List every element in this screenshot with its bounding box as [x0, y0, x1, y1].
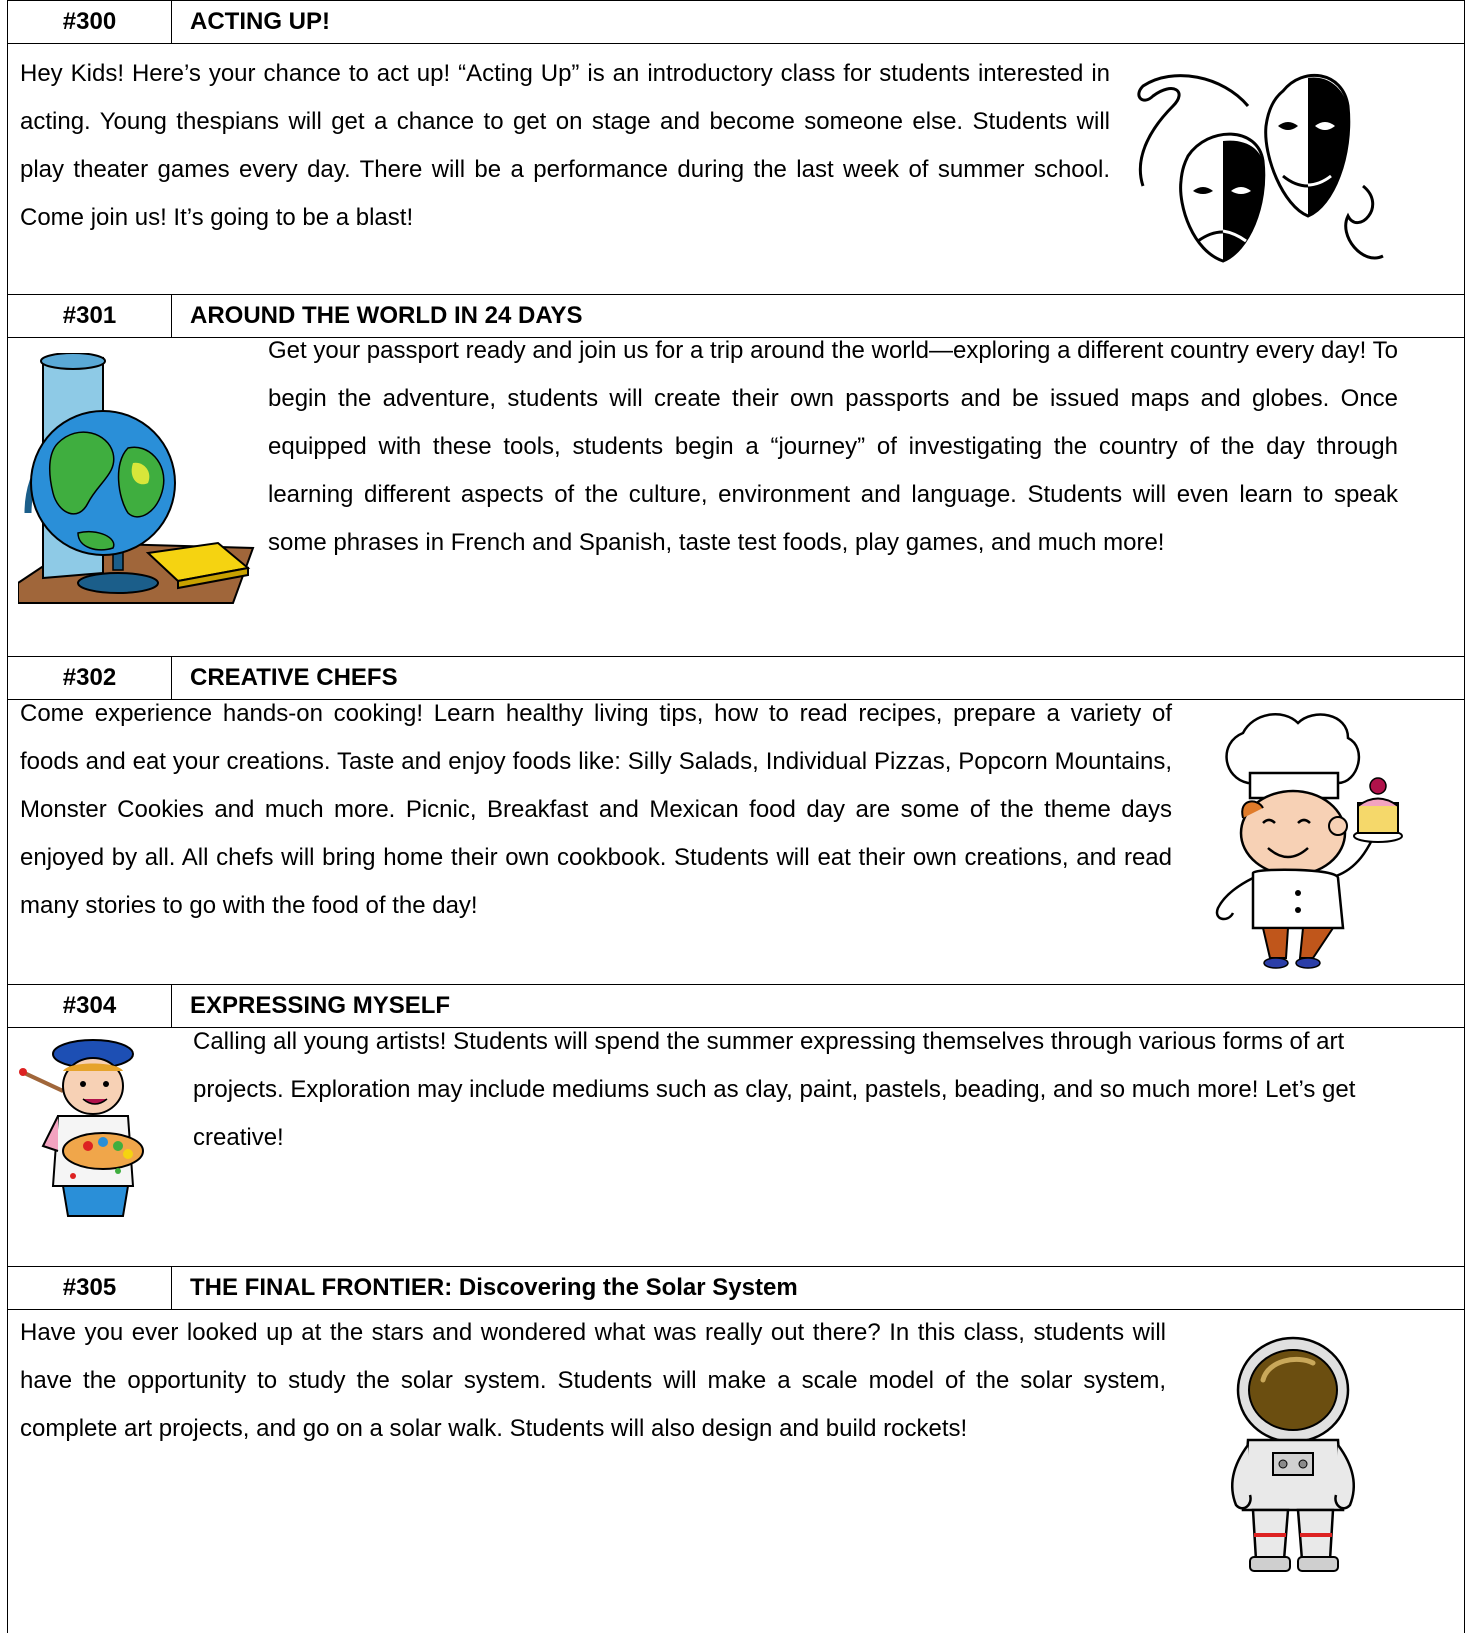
- course-number: #301: [8, 295, 172, 337]
- course-title: CREATIVE CHEFS: [190, 664, 398, 691]
- course-description: Come experience hands-on cooking! Learn healthy living tips, how to read recipes, prepare a variety of foods and eat your creations. Taste and enjoy foods like: Silly Salads, Individual Pizzas, Popcorn Mountains, Monster Cookies and much more. Picnic, Breakfast and Mexican food day are some of the theme days enjoyed by all. All chefs will bring home their own cookbook. Students will eat their own creations, and read many stories to go with the food of the day!: [20, 700, 1172, 919]
- course-header: [7, 1266, 1465, 1310]
- course-body: [7, 1028, 1465, 1266]
- theater-masks-icon: [1133, 66, 1393, 278]
- course-number: #305: [8, 1267, 172, 1309]
- course-body: [7, 700, 1465, 1028]
- course-description: Have you ever looked up at the stars and wondered what was really out there? In this class, students will have the opportunity to study the solar system. Students will make a scale model of the solar system, complete art projects, and go on a solar walk. Students will also design and build rockets!: [20, 1319, 1166, 1442]
- course-description: Hey Kids! Here’s your chance to act up! “Acting Up” is an introductory class for students interested in acting. Young thespians will get a chance to get on stage and become someone else. Students will play theater games every day. There will be a performance during the last week of summer school. Come join us! It’s going to be a blast!: [20, 60, 1110, 231]
- chef-icon: [1208, 708, 1408, 970]
- course-description: Calling all young artists! Students will spend the summer expressing themselves through various forms of art projects. Exploration may include mediums such as clay, paint, pastels, beading, and so much more! Let’s get creative!: [193, 1028, 1356, 1151]
- course-number: #302: [8, 657, 172, 699]
- course-body: [7, 338, 1465, 688]
- globe-icon: [18, 353, 258, 613]
- course-number: #304: [8, 985, 172, 1027]
- course-description: Get your passport ready and join us for a trip around the world—exploring a different country every day! To begin the adventure, students will create their own passports and be issued maps and globes. Once equipped with these tools, students begin a “journey” of investigating the country of the day through learning different aspects of the culture, environment and language. Students will even learn to speak some phrases in French and Spanish, taste test foods, play games, and much more!: [268, 337, 1398, 556]
- course-title: AROUND THE WORLD IN 24 DAYS: [190, 302, 583, 329]
- course-title: EXPRESSING MYSELF: [190, 992, 451, 1019]
- course-body: [7, 1310, 1465, 1633]
- course-header: [7, 0, 1465, 44]
- artist-icon: [18, 1036, 158, 1221]
- course-body: [7, 44, 1465, 296]
- course-title: ACTING UP!: [190, 8, 330, 35]
- astronaut-icon: [1218, 1335, 1368, 1575]
- course-title: THE FINAL FRONTIER: Discovering the Solar System: [190, 1274, 798, 1301]
- course-number: #300: [8, 1, 172, 43]
